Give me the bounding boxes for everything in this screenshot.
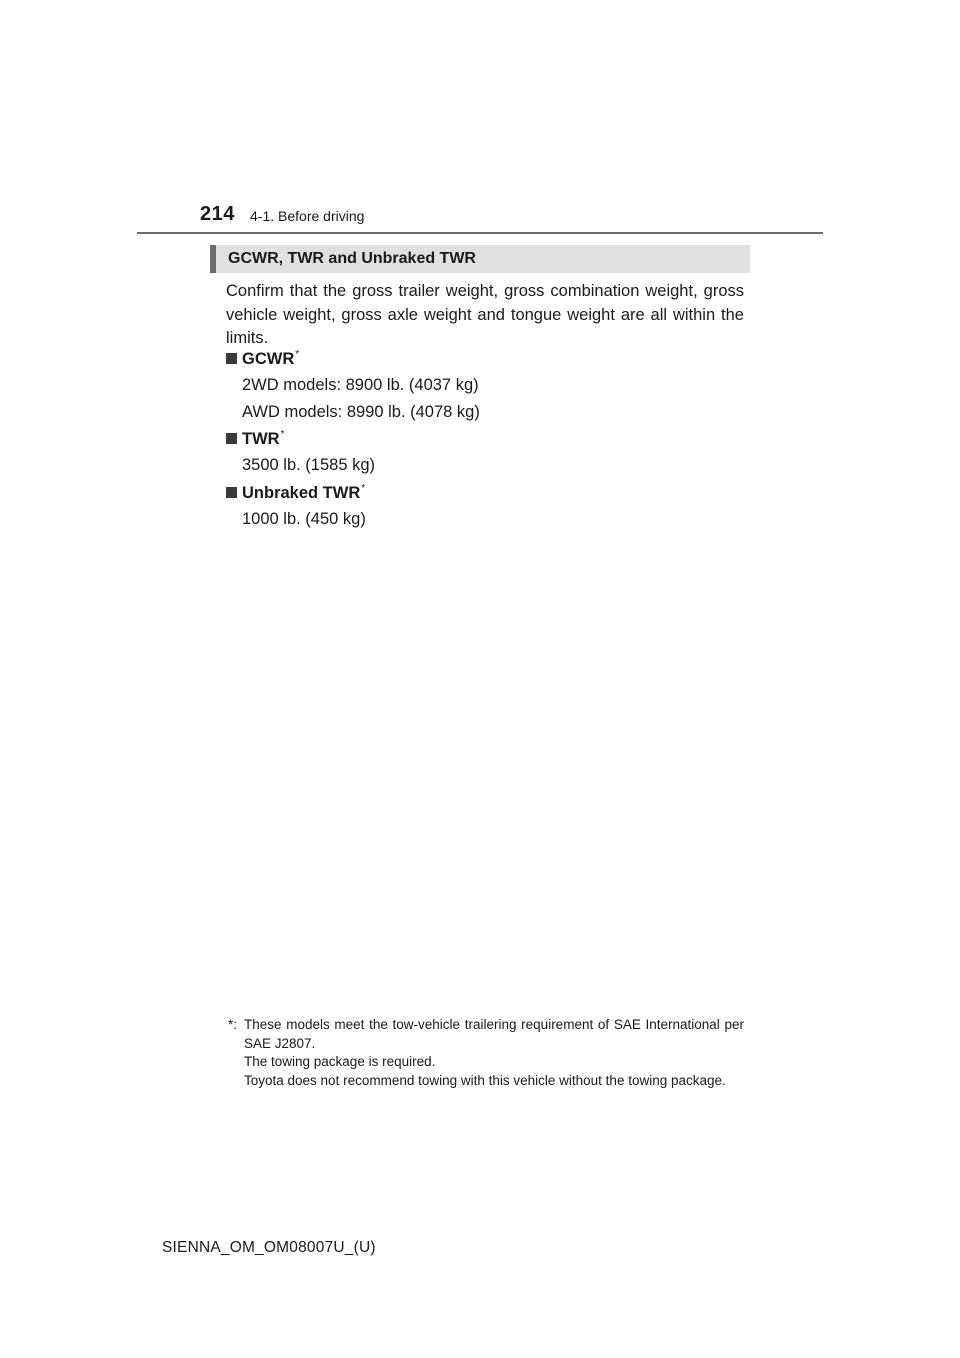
footnote-line: The towing package is required. [244, 1054, 436, 1069]
item-title-twr [226, 429, 284, 449]
header-rule [137, 232, 823, 234]
footnote [228, 1016, 744, 1090]
asterisk-mark: * [295, 349, 300, 360]
item-value: 1000 lb. (450 kg) [242, 510, 366, 528]
square-bullet-icon [226, 487, 237, 498]
item-value: AWD models: 8990 lb. (4078 kg) [242, 403, 480, 421]
asterisk-mark: * [361, 483, 366, 494]
footnote-body [244, 1016, 744, 1090]
footnote-mark: *: [228, 1017, 238, 1032]
item-title-text: Unbraked TWR [242, 484, 361, 502]
section-heading-box [210, 245, 750, 273]
section-heading: GCWR, TWR and Unbraked TWR [228, 250, 476, 267]
item-title-unbraked-twr [226, 483, 365, 503]
item-title-text: TWR [242, 430, 280, 448]
item-title-gcwr [226, 349, 299, 369]
item-value: 3500 lb. (1585 kg) [242, 456, 376, 474]
footer-code: SIENNA_OM_OM08007U_(U) [162, 1239, 376, 1256]
square-bullet-icon [226, 433, 237, 444]
asterisk-mark: * [280, 429, 285, 440]
page-number: 214 [200, 203, 235, 225]
footnote-line: Toyota does not recommend towing with this vehicle without the towing package. [244, 1072, 726, 1088]
square-bullet-icon [226, 353, 237, 364]
item-value: 2WD models: 8900 lb. (4037 kg) [242, 376, 479, 394]
intro-paragraph: Confirm that the gross trailer weight, gross combination weight, gross vehicle weight, gross axle weight and tongue weight are all within the limits. [226, 282, 744, 347]
item-title-text: GCWR [242, 350, 295, 368]
section-label: 4-1. Before driving [250, 208, 365, 224]
footnote-line: These models meet the tow-vehicle trailering requirement of SAE International per SAE J2807. [244, 1017, 744, 1051]
